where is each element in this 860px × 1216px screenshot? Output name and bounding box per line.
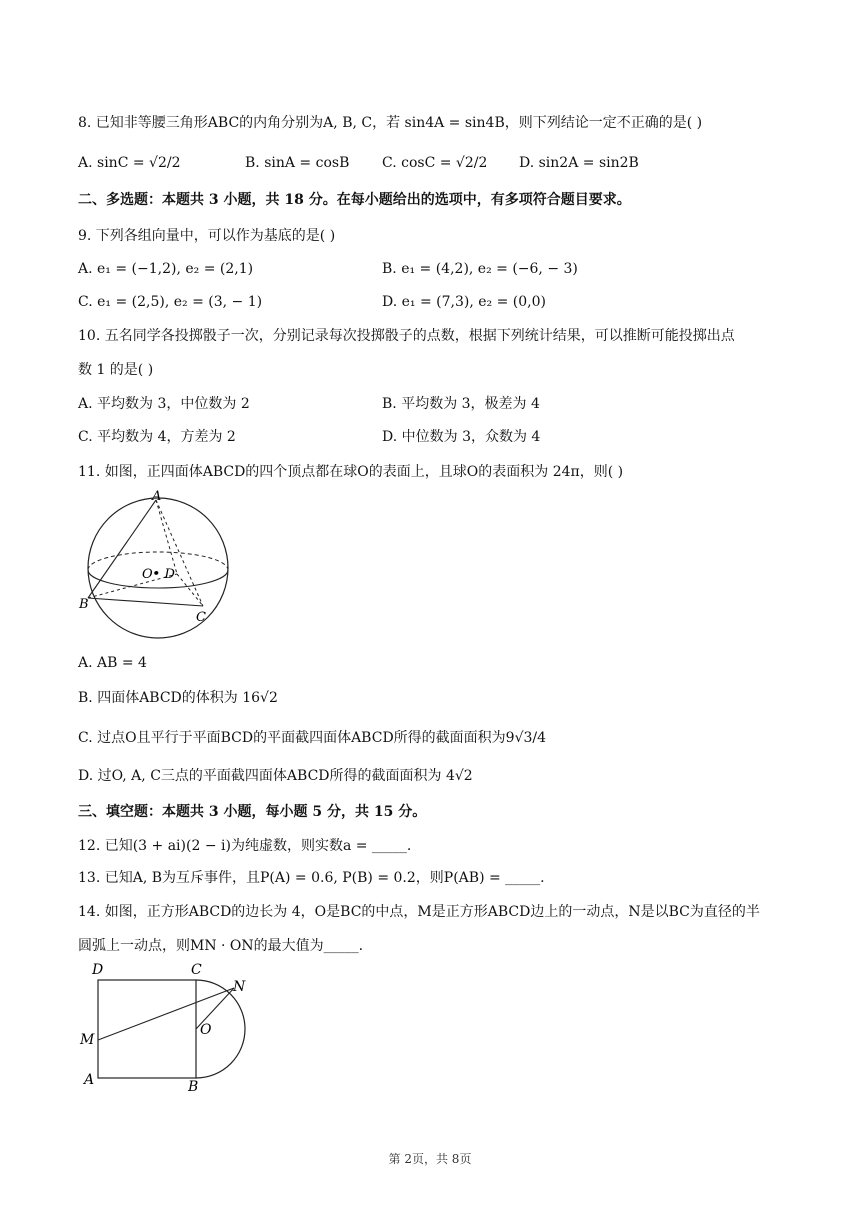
q14-stem-line1: 14. 如图，正方形ABCD的边长为 4，O是BC的中点，M是正方形ABCD边上的一动点，N是以BC为直径的半 — [78, 904, 760, 920]
q8-option-c: C. cosC = √2/2 — [382, 155, 488, 171]
section-3-heading: 三、填空题：本题共 3 小题，每小题 5 分，共 15 分。 — [78, 804, 427, 820]
q9-option-d: D. e₁ = (7,3), e₂ = (0,0) — [382, 294, 546, 310]
fig14-label-a: A — [84, 1072, 95, 1088]
q10-option-c: C. 平均数为 4，方差为 2 — [78, 429, 236, 445]
fig14-label-c: C — [191, 962, 202, 978]
q9-option-a: A. e₁ = (−1,2), e₂ = (2,1) — [78, 261, 254, 277]
q8-option-d: D. sin2A = sin2B — [519, 155, 639, 171]
q9-option-c: C. e₁ = (2,5), e₂ = (3, − 1) — [78, 294, 263, 310]
q14-stem-line2: 圆弧上一动点，则MN · ON的最大值为_____. — [78, 938, 364, 954]
q10-option-d: D. 中位数为 3，众数为 4 — [382, 429, 541, 445]
q12-stem: 12. 已知(3 + ai)(2 − i)为纯虚数，则实数a = _____. — [78, 838, 412, 854]
fig14-label-o: O — [200, 1022, 212, 1038]
fig14-label-n: N — [233, 979, 246, 995]
q8-stem: 8. 已知非等腰三角形ABC的内角分别为A, B, C，若 sin4A = sin4B，则下列结论一定不正确的是( ) — [78, 115, 703, 131]
q8-option-a: A. sinC = √2/2 — [78, 155, 181, 171]
q11-option-d: D. 过O, A, C三点的平面截四面体ABCD所得的截面面积为 4√2 — [78, 768, 473, 784]
sphere-tetrahedron-figure — [76, 488, 246, 648]
fig14-label-m: M — [80, 1032, 95, 1048]
q10-stem-line2: 数 1 的是( ) — [78, 362, 154, 378]
q11-option-a: A. AB = 4 — [78, 655, 147, 671]
q13-stem: 13. 已知A, B为互斥事件，且P(A) = 0.6, P(B) = 0.2，则P(AB) = _____. — [78, 870, 545, 886]
q11-option-b: B. 四面体ABCD的体积为 16√2 — [78, 690, 278, 706]
q10-stem-line1: 10. 五名同学各投掷骰子一次，分别记录每次投掷骰子的点数，根据下列统计结果，可以推断可能投掷出点 — [78, 328, 735, 344]
q10-option-a: A. 平均数为 3，中位数为 2 — [78, 396, 250, 412]
q9-option-b: B. e₁ = (4,2), e₂ = (−6, − 3) — [382, 261, 578, 277]
fig14-label-d: D — [92, 962, 104, 978]
q10-option-b: B. 平均数为 3，极差为 4 — [382, 396, 540, 412]
square-semicircle-figure — [76, 958, 256, 1098]
fig14-label-b: B — [188, 1079, 199, 1095]
q9-stem: 9. 下列各组向量中，可以作为基底的是( ) — [78, 228, 336, 244]
page-number-footer: 第 2页，共 8页 — [388, 1152, 472, 1166]
q11-option-c: C. 过点O且平行于平面BCD的平面截四面体ABCD所得的截面面积为9√3/4 — [78, 730, 547, 746]
section-2-heading: 二、多选题：本题共 3 小题，共 18 分。在每小题给出的选项中，有多项符合题目要求。 — [78, 192, 631, 208]
fig11-label-c: C — [196, 610, 206, 625]
fig11-label-b: B — [79, 597, 89, 612]
fig11-label-a: A — [152, 489, 162, 504]
fig11-label-od: O• D — [142, 567, 175, 582]
q8-option-b: B. sinA = cosB — [245, 155, 350, 171]
q11-stem: 11. 如图，正四面体ABCD的四个顶点都在球O的表面上，且球O的表面积为 24π，则( ) — [78, 464, 624, 480]
